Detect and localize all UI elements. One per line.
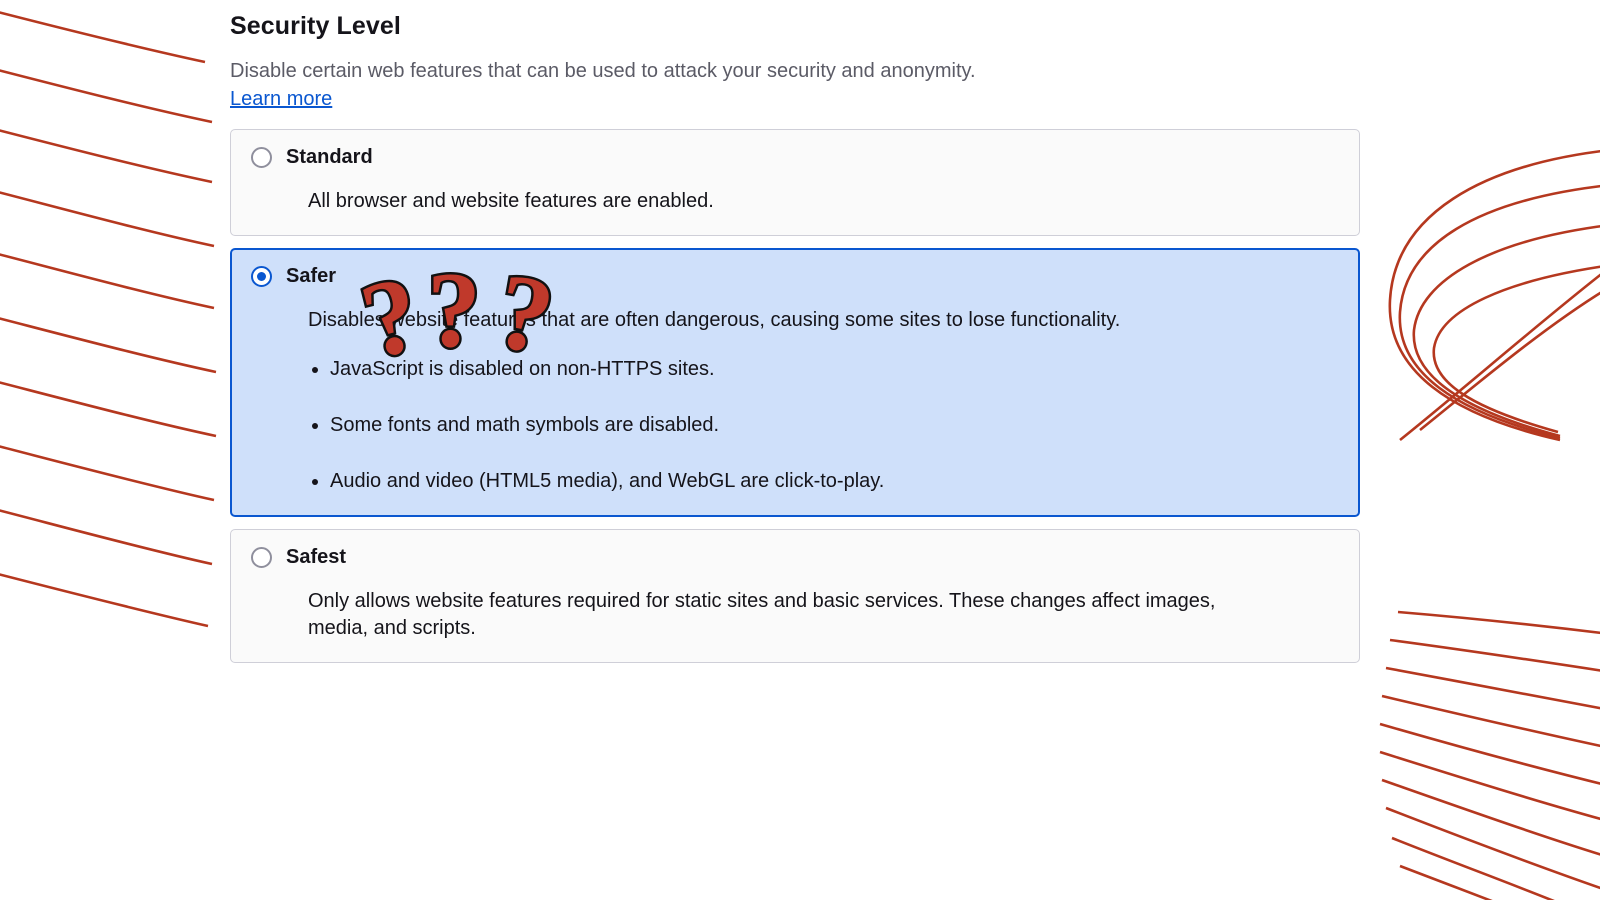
option-safer-header	[251, 265, 1339, 288]
radio-safer[interactable]	[251, 266, 272, 287]
security-level-panel	[230, 0, 1360, 675]
section-description: Disable certain web features that can be used to attack your security and anonymity.	[230, 60, 976, 82]
option-safest[interactable]	[230, 529, 1360, 663]
list-item: • JavaScript is disabled on non-HTTPS sites.	[330, 356, 1339, 382]
svg-text:?: ?	[427, 251, 481, 370]
security-level-options	[230, 129, 1360, 663]
list-item: • Audio and video (HTML5 media), and WebGL are click-to-play.	[330, 468, 1339, 494]
svg-text:?: ?	[488, 251, 562, 378]
option-standard[interactable]	[230, 129, 1360, 236]
radio-safest[interactable]	[251, 547, 272, 568]
option-safer[interactable]	[230, 248, 1360, 517]
option-safer-bullets	[308, 356, 1339, 494]
page-title: Security Level	[230, 12, 401, 40]
option-safest-header	[251, 546, 1339, 569]
list-item: • Some fonts and math symbols are disabled.	[330, 412, 1339, 438]
option-safer-description: Disables website features that are often dangerous, causing some sites to lose functionality.	[308, 309, 1121, 331]
svg-text:?: ?	[350, 253, 432, 383]
option-safest-label: Safest	[286, 546, 347, 568]
option-standard-header	[251, 146, 1339, 169]
option-safest-description: Only allows website features required for static sites and basic services. These changes affect images, media, and scripts.	[308, 590, 1216, 639]
option-standard-description: All browser and website features are enabled.	[308, 190, 714, 212]
learn-more-link[interactable]: Learn more	[230, 88, 333, 110]
option-safer-label: Safer	[286, 265, 337, 287]
radio-standard[interactable]	[251, 147, 272, 168]
option-standard-label: Standard	[286, 146, 373, 168]
